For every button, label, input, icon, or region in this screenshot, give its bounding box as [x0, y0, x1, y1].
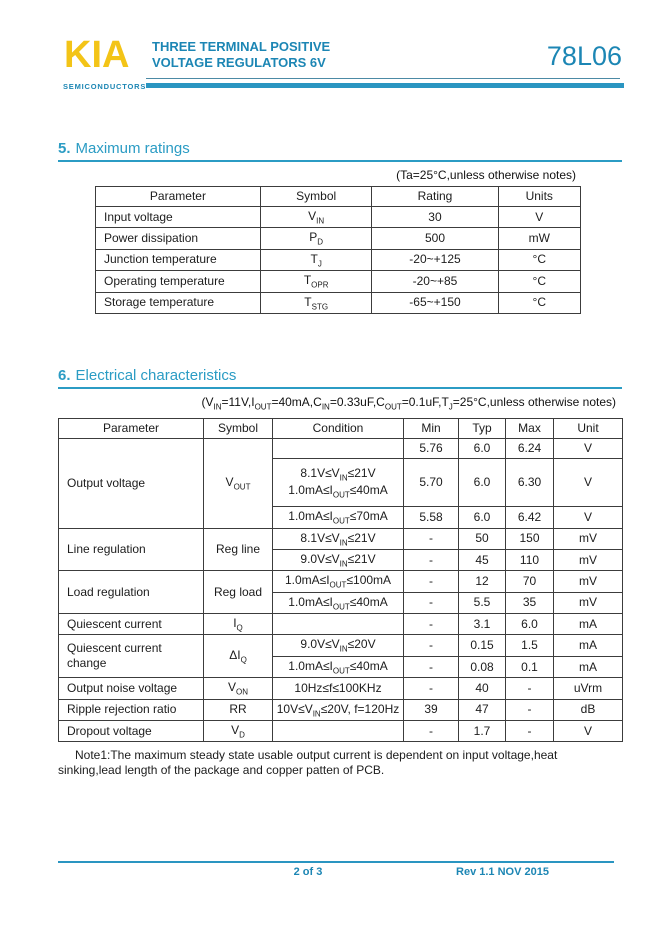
- table-cell: mA: [554, 614, 623, 635]
- note-text: Note1:The maximum steady state usable output current is dependent on input voltage,heat sinking,lead length of the package and copper patten of PCB.: [58, 748, 558, 778]
- table-cell: -65~+150: [372, 292, 498, 313]
- table-row: [96, 207, 581, 228]
- table-cell: 5.70: [404, 459, 459, 507]
- table-cell: 30: [372, 207, 498, 228]
- table-cell: 45: [459, 549, 506, 570]
- footer-page-number: 2 of 3: [293, 866, 323, 878]
- table-cell: 500: [372, 228, 498, 249]
- table-cell: V: [554, 459, 623, 507]
- document-title: [152, 39, 330, 71]
- table-header-row: [59, 419, 623, 439]
- table-cell: $I_Q$: [204, 614, 273, 635]
- table-cell: -: [404, 592, 459, 613]
- table-cell: mV: [554, 592, 623, 613]
- table-cell: $V_{OUT}$: [204, 439, 273, 528]
- table-cell: $V_{ON}$: [204, 678, 273, 699]
- table-cell: 5.5: [459, 592, 506, 613]
- table-cell: V: [554, 721, 623, 742]
- table-cell: 6.0: [459, 459, 506, 507]
- kia-logo: KIA: [64, 34, 130, 76]
- table-cell: RR: [204, 699, 273, 720]
- table-cell: 40: [459, 678, 506, 699]
- table-cell: $T_{STG}$: [260, 292, 372, 313]
- column-header: Unit: [554, 419, 623, 439]
- header-rule-thick: [146, 83, 624, 88]
- column-header: Condition: [273, 419, 404, 439]
- table-cell: 35: [506, 592, 554, 613]
- table-cell: mV: [554, 528, 623, 549]
- table-cell: Output noise voltage: [59, 678, 204, 699]
- document-title-line1: THREE TERMINAL POSITIVE: [152, 39, 331, 54]
- table-cell: 70: [506, 571, 554, 592]
- table-row: [59, 528, 623, 549]
- table-cell: $10V\le V_{IN}\le 20V$, f=120Hz: [273, 699, 404, 720]
- table-cell: 0.1: [506, 656, 554, 677]
- table-row: [96, 271, 581, 292]
- table-row: [59, 678, 623, 699]
- table-cell: $\Delta I_Q$: [204, 635, 273, 678]
- table-cell: $T_{OPR}$: [260, 271, 372, 292]
- table-cell: mA: [554, 656, 623, 677]
- table-cell: Reg load: [204, 571, 273, 614]
- electrical-characteristics-table: [58, 418, 623, 742]
- column-header: Typ: [459, 419, 506, 439]
- table-cell: Output voltage: [59, 439, 204, 528]
- table-cell: -: [506, 699, 554, 720]
- page-body: [0, 139, 662, 778]
- table-cell: 10Hz≤f≤100KHz: [273, 678, 404, 699]
- table-cell: $1.0mA\le I_{OUT}\le 40mA$: [273, 592, 404, 613]
- maximum-ratings-table: [95, 186, 581, 314]
- table-cell: -: [404, 549, 459, 570]
- section-title: Electrical characteristics: [75, 366, 237, 384]
- table-cell: 1.5: [506, 635, 554, 656]
- table-cell: Storage temperature: [96, 292, 261, 313]
- table-row: [59, 699, 623, 720]
- table-cell: Quiescent current: [59, 614, 204, 635]
- table-cell: 12: [459, 571, 506, 592]
- table-cell: Ripple rejection ratio: [59, 699, 204, 720]
- section-number: 6.: [58, 366, 71, 384]
- table-cell: $1.0mA\le I_{OUT}\le 40mA$: [273, 656, 404, 677]
- table-cell: 47: [459, 699, 506, 720]
- table-row: [59, 614, 623, 635]
- table-cell: 1.7: [459, 721, 506, 742]
- table-row: [96, 249, 581, 270]
- table-row: [96, 228, 581, 249]
- table-cell: -20~+125: [372, 249, 498, 270]
- header-rule-thin: [146, 78, 620, 79]
- table-cell: -: [404, 571, 459, 592]
- table-cell: V: [554, 507, 623, 528]
- section-heading-maximum-ratings: [58, 139, 622, 162]
- table-cell: uVrm: [554, 678, 623, 699]
- table-cell: 6.0: [506, 614, 554, 635]
- table-cell: -: [506, 721, 554, 742]
- section-title: Maximum ratings: [75, 140, 190, 157]
- table-row: [59, 439, 623, 459]
- table-row: [59, 721, 623, 742]
- footer-rule: [58, 861, 614, 863]
- table-cell: -: [404, 614, 459, 635]
- table-header-row: [96, 187, 581, 207]
- table-cell: Power dissipation: [96, 228, 261, 249]
- table-cell: °C: [498, 271, 580, 292]
- table-cell: 50: [459, 528, 506, 549]
- conditions-caption: ($V_{IN}=11V,I_{OUT}=40mA,C_{IN}=0.33uF,C_{OUT}=0.1uF,T_J=25^\circ C,unless$ otherwise notes): [201, 394, 616, 412]
- table-cell: 0.15: [459, 635, 506, 656]
- table-cell: Load regulation: [59, 571, 204, 614]
- table-cell: mW: [498, 228, 580, 249]
- table-cell: $1.0mA\le I_{OUT}\le 70mA$: [273, 507, 404, 528]
- table-cell: 6.24: [506, 439, 554, 459]
- table-cell: °C: [498, 249, 580, 270]
- table-cell: $T_J$: [260, 249, 372, 270]
- conditions-caption: (Ta=25°C,unless otherwise notes): [396, 168, 576, 182]
- table-cell: °C: [498, 292, 580, 313]
- table-cell: [273, 439, 404, 459]
- table-cell: -: [404, 678, 459, 699]
- table-cell: -: [404, 635, 459, 656]
- table-cell: $9.0V\le V_{IN}\le 21V$: [273, 549, 404, 570]
- table-cell: V: [554, 439, 623, 459]
- table-cell: Quiescent current change: [59, 635, 204, 678]
- column-header: Min: [404, 419, 459, 439]
- table-cell: 150: [506, 528, 554, 549]
- table-cell: mV: [554, 571, 623, 592]
- table-cell: Dropout voltage: [59, 721, 204, 742]
- table-cell: $V_{IN}$: [260, 207, 372, 228]
- table-cell: 39: [404, 699, 459, 720]
- page-header: [0, 0, 662, 110]
- column-header: Rating: [372, 187, 498, 207]
- table-cell: mA: [554, 635, 623, 656]
- table-cell: 6.0: [459, 507, 506, 528]
- column-header: Symbol: [204, 419, 273, 439]
- table-cell: $V_D$: [204, 721, 273, 742]
- table-cell: $P_D$: [260, 228, 372, 249]
- table-cell: -: [404, 528, 459, 549]
- table-cell: 0.08: [459, 656, 506, 677]
- table-cell: V: [498, 207, 580, 228]
- table-row: [59, 571, 623, 592]
- table-cell: 5.76: [404, 439, 459, 459]
- table-cell: -: [506, 678, 554, 699]
- table-cell: dB: [554, 699, 623, 720]
- section-heading-electrical-characteristics: [58, 366, 622, 389]
- kia-logo-subtext: SEMICONDUCTORS: [63, 82, 147, 91]
- column-header: Symbol: [260, 187, 372, 207]
- column-header: Max: [506, 419, 554, 439]
- table-cell: Junction temperature: [96, 249, 261, 270]
- table-cell: 6.42: [506, 507, 554, 528]
- table-cell: $1.0mA\le I_{OUT}\le 100mA$: [273, 571, 404, 592]
- table-row: [59, 635, 623, 656]
- table-cell: 3.1: [459, 614, 506, 635]
- table-cell: $8.1V\le V_{IN}\le 21V$ $1.0mA\le I_{OUT}\le 40mA$: [273, 459, 404, 507]
- table-cell: Input voltage: [96, 207, 261, 228]
- table-cell: Line regulation: [59, 528, 204, 571]
- table-cell: [273, 614, 404, 635]
- table-cell: mV: [554, 549, 623, 570]
- table-cell: 6.30: [506, 459, 554, 507]
- column-header: Units: [498, 187, 580, 207]
- column-header: Parameter: [59, 419, 204, 439]
- table-cell: Operating temperature: [96, 271, 261, 292]
- table-cell: -: [404, 721, 459, 742]
- table-cell: $8.1V\le V_{IN}\le 21V$: [273, 528, 404, 549]
- table-cell: 110: [506, 549, 554, 570]
- document-title-line2: VOLTAGE REGULATORS 6V: [152, 55, 326, 70]
- footer-revision: Rev 1.1 NOV 2015: [456, 866, 549, 878]
- table-cell: 6.0: [459, 439, 506, 459]
- table-cell: [273, 721, 404, 742]
- section-electrical-characteristics: [58, 366, 622, 778]
- table-cell: -: [404, 656, 459, 677]
- table-cell: -20~+85: [372, 271, 498, 292]
- section-number: 5.: [58, 140, 71, 157]
- table-row: [96, 292, 581, 313]
- section-maximum-ratings: [58, 139, 622, 314]
- part-number: 78L06: [546, 41, 622, 71]
- table-cell: Reg line: [204, 528, 273, 571]
- table-cell: $9.0V\le V_{IN}\le 20V$: [273, 635, 404, 656]
- table-cell: 5.58: [404, 507, 459, 528]
- column-header: Parameter: [96, 187, 261, 207]
